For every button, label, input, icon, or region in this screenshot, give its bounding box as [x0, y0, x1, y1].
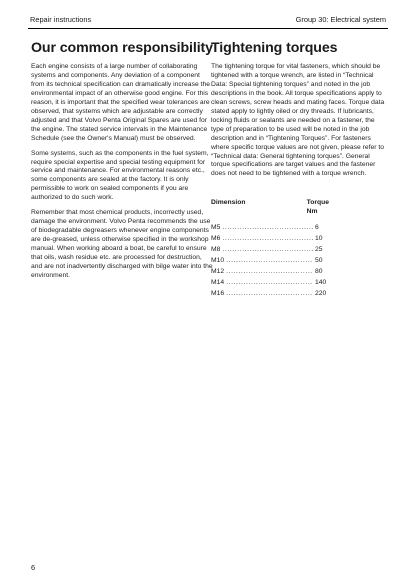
paragraph-components: Each engine consists of a large number of collaborating systems and components. Any deviation of a component from its technical specification can dramatically increase the environmental impact of an otherwise good engine. For this reason, it is important that the specified wear tolerances are observed, that systems which are adjustable are correctly adjusted and that Volvo Penta Original Spares are used for the engine. The stated service intervals in the Maintenance Schedule (see the Owner's Manual) must be observed.: [31, 63, 210, 142]
row-torque-value: 140: [315, 279, 327, 287]
torque-table: [211, 199, 329, 299]
table-row: [211, 222, 329, 233]
dot-leader: [222, 244, 313, 255]
section-title-responsibility: Our common responsibility: [31, 40, 213, 56]
dot-leader: [226, 288, 313, 299]
section-title-torques: Tightening torques: [211, 40, 338, 56]
row-dimension: M6: [211, 234, 221, 242]
header-group-title: Group 30: Electrical system: [295, 15, 386, 24]
table-row: [211, 255, 329, 266]
column-header-torque-unit: Nm: [306, 207, 318, 215]
row-torque-value: 50: [315, 256, 323, 264]
dot-leader: [222, 222, 313, 233]
right-column: [211, 40, 389, 299]
row-torque-value: 80: [315, 267, 323, 275]
table-row: [211, 288, 329, 299]
table-row: [211, 266, 329, 277]
page-number: 6: [31, 563, 36, 572]
paragraph-special-systems: Some systems, such as the components in the fuel system, require special expertise and special testing equipment for service and maintenance. For environmental reasons etc., some components are sealed at the factory. It is only permissible to work on sealed components if you are authorized to do such work.: [31, 149, 209, 202]
left-column: [31, 40, 213, 287]
dot-leader: [226, 277, 313, 288]
row-torque-value: 10: [315, 234, 323, 242]
paragraph-torque-info: The tightening torque for vital fasteners, which should be tightened with a torque wrench, are listed in “Technical Data: Special tightening torques” and noted in the job descriptions in the book. All torque specifications apply to clean screws, screw heads and mating faces. Torque data stated apply to lightly oiled or dry threads. If lubricants, locking fluids or sealants are needed on a fastener, the type of preparation to be used will be noted in the job description and in “Tightening Torques”. For fasteners where specific torque values are not given, please refer to “Technical data: General tightening torques”. General torque specifications are target values and the fastener does not need to be tightened with a torque wrench.: [211, 63, 385, 178]
row-torque-value: 6: [315, 223, 319, 231]
table-row: [211, 233, 329, 244]
row-dimension: M12: [211, 267, 225, 275]
row-dimension: M5: [211, 223, 221, 231]
dot-leader: [226, 255, 313, 266]
table-row: [211, 244, 329, 255]
dot-leader: [222, 233, 313, 244]
row-dimension: M16: [211, 290, 225, 298]
column-header-torque-label: Torque: [306, 199, 329, 207]
torque-table-header: [211, 199, 329, 216]
row-dimension: M10: [211, 256, 225, 264]
header-manual-title: Repair instructions: [30, 15, 92, 24]
row-torque-value: 220: [315, 290, 327, 298]
row-torque-value: 25: [315, 245, 323, 253]
row-dimension: M8: [211, 245, 221, 253]
page-header: [28, 14, 388, 29]
paragraph-chemical-products: Remember that most chemical products, incorrectly used, damage the environment. Volvo Penta recommends the use of biodegradable degreasers whenever engine components are de-greased, unless otherwise specified in the workshop manual. When working aboard a boat, be careful to ensure that oils, wash residue etc. are processed for destruction, and are not inadvertently discharged with bilge water into the environment.: [31, 209, 213, 279]
column-header-dimension: Dimension: [211, 199, 246, 207]
table-row: [211, 277, 329, 288]
row-dimension: M14: [211, 279, 225, 287]
column-header-torque: [307, 199, 329, 216]
dot-leader: [226, 266, 313, 277]
